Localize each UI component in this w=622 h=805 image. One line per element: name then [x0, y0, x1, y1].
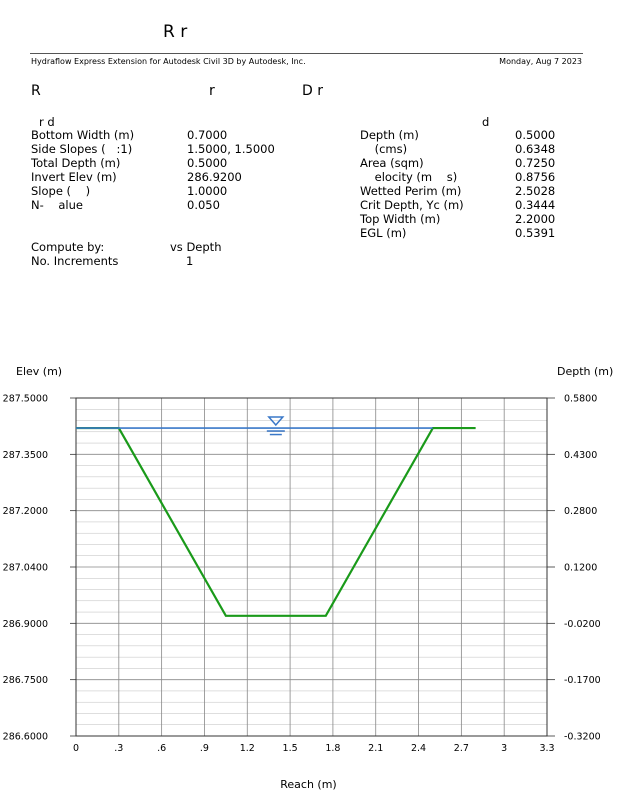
inputs-label: Bottom Width (m) — [31, 128, 135, 142]
report-title: R r — [163, 22, 188, 42]
y-tick-label: 287.3500 — [2, 449, 48, 461]
inputs-value: 1.0000 — [187, 184, 228, 198]
y2-tick-label: -0.3200 — [564, 731, 601, 743]
x-tick-label: 2.1 — [368, 743, 384, 754]
header-date: Monday, Aug 7 2023 — [499, 57, 582, 66]
section-name: R — [31, 83, 41, 99]
compute-label: Compute by: — [31, 240, 105, 254]
inputs-label: Invert Elev (m) — [31, 170, 117, 184]
results-value: 0.7250 — [515, 156, 556, 170]
x-tick-label: 1.5 — [282, 743, 298, 754]
y2-axis-label: Depth (m) — [557, 365, 614, 378]
results-value: 0.5000 — [515, 128, 556, 142]
inputs-label: Slope ( ) — [31, 184, 91, 198]
results-value: 2.5028 — [515, 184, 556, 198]
inputs-value: 0.050 — [187, 198, 220, 212]
x-tick-label: .3 — [114, 743, 124, 754]
compute-value: 1 — [186, 254, 194, 268]
section-mid: r — [209, 83, 215, 99]
results-value: 0.8756 — [515, 170, 556, 184]
x-tick-label: 3 — [501, 743, 508, 754]
inputs-heading: r d — [39, 115, 55, 129]
y-tick-label: 287.0400 — [2, 562, 48, 574]
y2-tick-label: 0.2800 — [564, 506, 598, 518]
results-value: 0.3444 — [515, 198, 556, 212]
y2-tick-label: -0.0200 — [564, 618, 601, 630]
x-tick-label: 2.4 — [410, 743, 427, 754]
y-tick-label: 287.2000 — [2, 506, 48, 518]
y-tick-label: 286.7500 — [2, 675, 48, 687]
results-value: 2.2000 — [515, 212, 556, 226]
y-tick-label: 287.5000 — [2, 393, 48, 405]
inputs-value: 286.9200 — [187, 170, 242, 184]
compute-value: vs Depth — [170, 240, 222, 254]
y2-tick-label: 0.4300 — [564, 449, 598, 461]
y2-tick-label: 0.5800 — [564, 393, 598, 405]
results-heading: d — [482, 115, 490, 129]
section-right: D r — [302, 83, 323, 99]
y-tick-label: 286.6000 — [2, 731, 48, 743]
results-label: Top Width (m) — [360, 212, 441, 226]
x-tick-label: 0 — [72, 743, 80, 754]
results-label: Crit Depth, Yc (m) — [360, 198, 464, 212]
x-axis-label: Reach (m) — [280, 778, 337, 791]
x-tick-label: 2.7 — [453, 743, 469, 754]
results-label: Depth (m) — [360, 128, 419, 142]
compute-label: No. Increments — [31, 254, 119, 268]
inputs-label: Total Depth (m) — [31, 156, 121, 170]
water-surface-icon — [269, 417, 283, 425]
x-tick-label: .9 — [199, 743, 209, 754]
results-value: 0.6348 — [515, 142, 556, 156]
results-label: Area (sqm) — [360, 156, 424, 170]
x-tick-label: 3.3 — [539, 743, 555, 754]
results-label: (cms) — [360, 142, 408, 156]
results-value: 0.5391 — [515, 226, 556, 240]
results-label: Wetted Perim (m) — [360, 184, 462, 198]
results-label: EGL (m) — [360, 226, 407, 240]
header-left-text: Hydraflow Express Extension for Autodesk Civil 3D by Autodesk, Inc. — [31, 57, 306, 66]
inputs-label: Side Slopes ( :1) — [31, 142, 133, 156]
inputs-value: 0.7000 — [187, 128, 228, 142]
y2-tick-label: -0.1700 — [564, 675, 601, 687]
x-tick-label: .6 — [157, 743, 167, 754]
inputs-value: 0.5000 — [187, 156, 228, 170]
y-tick-label: 286.9000 — [2, 618, 48, 630]
y2-tick-label: 0.1200 — [564, 562, 598, 574]
x-tick-label: 1.2 — [239, 743, 255, 754]
results-label: elocity (m s) — [360, 170, 458, 184]
inputs-value: 1.5000, 1.5000 — [187, 142, 275, 156]
x-tick-label: 1.8 — [325, 743, 341, 754]
y-axis-label: Elev (m) — [16, 365, 63, 378]
inputs-label: N- alue — [31, 198, 83, 212]
